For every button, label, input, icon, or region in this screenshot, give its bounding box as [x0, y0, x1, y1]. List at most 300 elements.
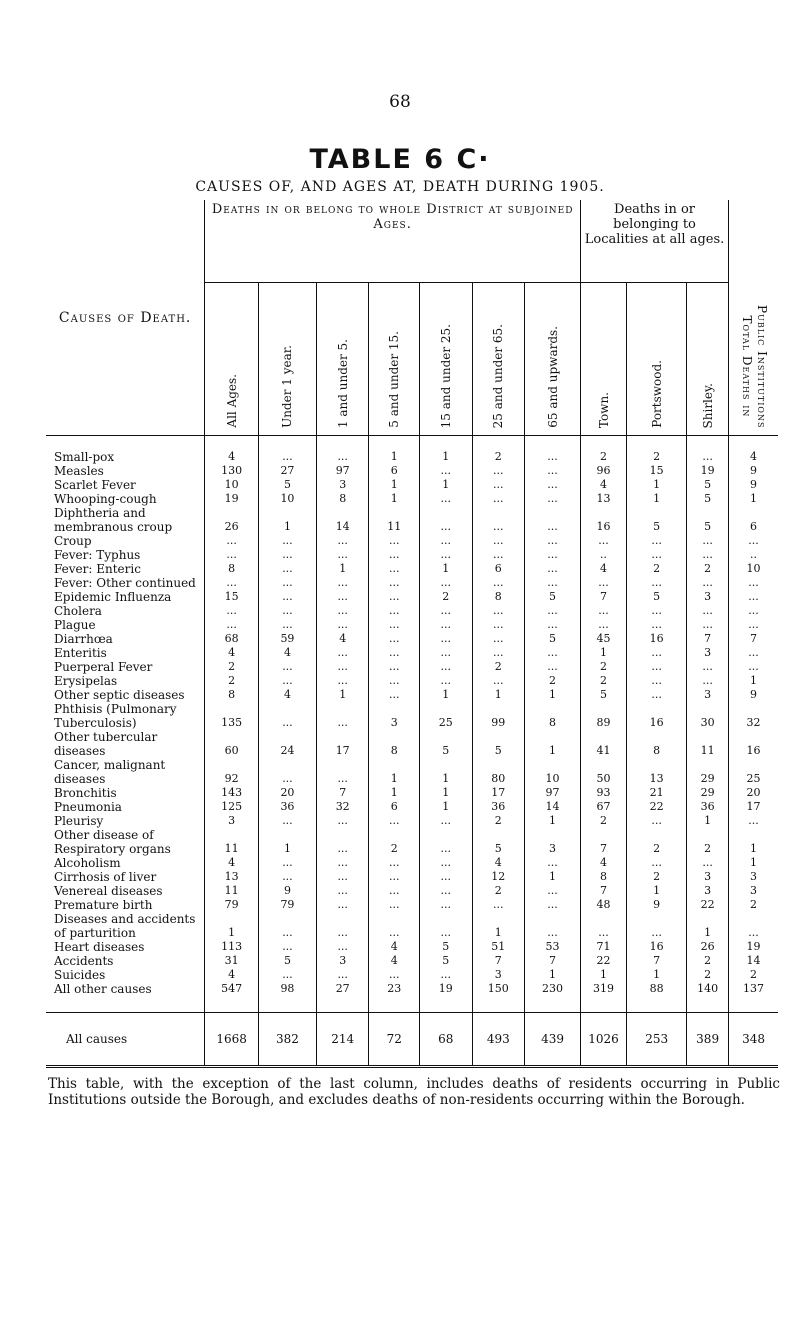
cell-value: 7 — [525, 954, 581, 968]
cell-value: ... — [369, 912, 419, 940]
cell-value: 3 — [687, 884, 729, 898]
cell-value: ... — [472, 464, 525, 478]
cell-value: 11 — [205, 884, 259, 898]
cell-value: ... — [419, 646, 472, 660]
cell-value: ... — [369, 870, 419, 884]
table-row — [46, 646, 778, 660]
cell-value: ... — [729, 912, 778, 940]
cell-value: 96 — [580, 464, 626, 478]
cell-value: ... — [258, 604, 316, 618]
cell-value: ... — [205, 618, 259, 632]
cell-value: 4 — [580, 562, 626, 576]
cell-value: 1 — [525, 730, 581, 758]
cell-value: ... — [258, 912, 316, 940]
cell-value: 1 — [419, 562, 472, 576]
cell-value: 2 — [627, 450, 687, 464]
cell-value: 23 — [369, 982, 419, 996]
cell-value: 1 — [525, 814, 581, 828]
cell-value: 19 — [205, 492, 259, 506]
cell-value: 16 — [580, 506, 626, 534]
cell-value: 1 — [316, 562, 369, 576]
cause-label: Suicides — [54, 968, 106, 982]
cell-value: 67 — [580, 800, 626, 814]
cell-value: 1 — [258, 506, 316, 534]
table-row — [46, 884, 778, 898]
cell-value: ... — [258, 534, 316, 548]
cell-value: ... — [472, 674, 525, 688]
cell-value: ... — [525, 884, 581, 898]
table-row — [46, 688, 778, 702]
cell-value: .. — [729, 548, 778, 562]
cell-value: 17 — [316, 730, 369, 758]
cell-value: 2 — [472, 450, 525, 464]
cause-label: Fever: Typhus — [54, 548, 141, 562]
cell-value: ... — [525, 646, 581, 660]
cell-value: ... — [258, 968, 316, 982]
cell-value: 32 — [729, 702, 778, 730]
cell-value: 5 — [687, 506, 729, 534]
cell-value: ... — [419, 632, 472, 646]
cell-value: ... — [580, 604, 626, 618]
cause-label: Premature birth — [54, 898, 153, 912]
cell-value: 5 — [419, 940, 472, 954]
cell-value: 8 — [627, 730, 687, 758]
cause-label: Bronchitis — [54, 786, 117, 800]
cell-value: ... — [258, 548, 316, 562]
cell-value: ... — [729, 590, 778, 604]
cell-value: 36 — [258, 800, 316, 814]
cell-value: 1 — [525, 870, 581, 884]
cell-value: ... — [525, 576, 581, 590]
cell-value: ... — [627, 660, 687, 674]
cell-value: ... — [369, 856, 419, 870]
cell-value: ... — [525, 660, 581, 674]
cell-value: ... — [258, 856, 316, 870]
cell-value: 2 — [687, 828, 729, 856]
cell-value: ... — [258, 758, 316, 786]
cell-value: 88 — [627, 982, 687, 996]
cause-label: Puerperal Fever — [54, 660, 153, 674]
table-row — [46, 702, 778, 730]
table-row — [46, 492, 778, 506]
cell-value: ... — [316, 940, 369, 954]
cell-value: 7 — [580, 884, 626, 898]
cell-value: 5 — [525, 632, 581, 646]
cell-value: 3 — [687, 590, 729, 604]
cell-value: ... — [316, 912, 369, 940]
cell-value: ... — [729, 618, 778, 632]
cell-value: 1 — [687, 814, 729, 828]
cause-label: Heart diseases — [54, 940, 145, 954]
cell-value: 14 — [729, 954, 778, 968]
cell-value: ... — [369, 674, 419, 688]
cause-label: Enteritis — [54, 646, 107, 660]
cell-value: 319 — [580, 982, 626, 996]
cell-value: 4 — [369, 954, 419, 968]
cell-value: 27 — [258, 464, 316, 478]
cell-value: 9 — [258, 884, 316, 898]
cell-value: ... — [316, 534, 369, 548]
cell-value: ... — [627, 604, 687, 618]
cell-value: ... — [316, 646, 369, 660]
cell-value: 493 — [472, 1013, 525, 1067]
cell-value: ... — [687, 450, 729, 464]
table-row — [46, 506, 778, 534]
cell-value: 1 — [627, 492, 687, 506]
cause-label: Erysipelas — [54, 674, 118, 688]
cell-value: 1 — [369, 478, 419, 492]
cell-value: ... — [525, 534, 581, 548]
col-1-to-5: 1 and under 5. — [316, 283, 369, 436]
table-row — [46, 954, 778, 968]
ages-group-header: Deaths in or belong to whole District at subjoined Ages. — [205, 200, 581, 283]
table-row — [46, 786, 778, 800]
cell-value: 1026 — [580, 1013, 626, 1067]
cell-value: ... — [369, 660, 419, 674]
cause-label: Fever: Enteric — [54, 562, 141, 576]
col-15-to-25: 15 and under 25. — [419, 283, 472, 436]
cell-value: ... — [419, 534, 472, 548]
table-row — [46, 870, 778, 884]
cell-value: 1 — [419, 786, 472, 800]
cell-value: ... — [472, 492, 525, 506]
cell-value: 2 — [580, 674, 626, 688]
cell-value: ... — [316, 604, 369, 618]
cell-value: 3 — [316, 954, 369, 968]
cause-label: Plague — [54, 618, 96, 632]
cell-value: 24 — [258, 730, 316, 758]
cell-value: 1 — [525, 968, 581, 982]
cell-value: 2 — [627, 870, 687, 884]
cell-value: 1 — [419, 758, 472, 786]
totals-row — [46, 1013, 778, 1067]
cell-value: 16 — [627, 632, 687, 646]
cell-value: 5 — [627, 506, 687, 534]
cell-value: 9 — [729, 478, 778, 492]
cell-value: 3 — [472, 968, 525, 982]
cell-value: 3 — [729, 884, 778, 898]
table-row — [46, 940, 778, 954]
cell-value: ... — [369, 632, 419, 646]
cell-value: 135 — [205, 702, 259, 730]
cause-label: Epidemic Influenza — [54, 590, 172, 604]
cell-value: 7 — [627, 954, 687, 968]
cell-value: 80 — [472, 758, 525, 786]
cell-value: 36 — [687, 800, 729, 814]
cell-value: 11 — [687, 730, 729, 758]
cell-value: 5 — [258, 478, 316, 492]
cell-value: 89 — [580, 702, 626, 730]
cause-label: Diarrhœa — [54, 632, 113, 646]
cell-value: 8 — [205, 562, 259, 576]
cell-value: 53 — [525, 940, 581, 954]
cell-value: ... — [525, 464, 581, 478]
table-row — [46, 912, 778, 940]
cause-label: Whooping-cough — [54, 492, 157, 506]
cell-value: ... — [258, 702, 316, 730]
cell-value: ... — [316, 968, 369, 982]
cell-value: 22 — [687, 898, 729, 912]
cell-value: 1 — [419, 478, 472, 492]
cell-value: 2 — [525, 674, 581, 688]
cell-value: 22 — [580, 954, 626, 968]
table-title: TABLE 6 C· — [309, 144, 491, 175]
cell-value: 8 — [205, 688, 259, 702]
cell-value: 439 — [525, 1013, 581, 1067]
table-row — [46, 534, 778, 548]
cell-value: 1 — [472, 688, 525, 702]
cell-value: 1 — [419, 450, 472, 464]
cell-value: 5 — [472, 730, 525, 758]
mortality-table — [46, 200, 778, 1068]
cell-value: ... — [258, 618, 316, 632]
cell-value: ... — [316, 856, 369, 870]
cause-label: Other septic diseases — [54, 688, 185, 702]
cause-label: Other tubercular diseases — [54, 730, 158, 758]
cell-value: 5 — [627, 590, 687, 604]
table-row — [46, 450, 778, 464]
cell-value: 4 — [316, 632, 369, 646]
cell-value: ... — [525, 506, 581, 534]
cell-value: 1 — [472, 912, 525, 940]
cell-value: ... — [419, 464, 472, 478]
cell-value: ... — [687, 618, 729, 632]
cause-label: All causes — [46, 1013, 205, 1067]
cell-value: ... — [419, 814, 472, 828]
cell-value: ... — [419, 674, 472, 688]
cell-value: 5 — [580, 688, 626, 702]
cell-value: 30 — [687, 702, 729, 730]
cell-value: ... — [419, 576, 472, 590]
cell-value: ... — [419, 912, 472, 940]
cell-value: 6 — [472, 562, 525, 576]
cell-value: 59 — [258, 632, 316, 646]
cell-value: 2 — [687, 968, 729, 982]
cell-value: 19 — [419, 982, 472, 996]
col-5-to-15: 5 and under 15. — [369, 283, 419, 436]
cell-value: ... — [258, 590, 316, 604]
cell-value: 9 — [729, 464, 778, 478]
cell-value: 10 — [525, 758, 581, 786]
cell-value: 1 — [258, 828, 316, 856]
cell-value: 51 — [472, 940, 525, 954]
cell-value: 26 — [205, 506, 259, 534]
cell-value: .. — [580, 548, 626, 562]
col-under-1: Under 1 year. — [258, 283, 316, 436]
cell-value: ... — [205, 534, 259, 548]
col-shirley: Shirley. — [687, 283, 729, 436]
cell-value: 230 — [525, 982, 581, 996]
cell-value: 9 — [627, 898, 687, 912]
cell-value: 4 — [580, 478, 626, 492]
cell-value: ... — [316, 618, 369, 632]
cell-value: 4 — [472, 856, 525, 870]
cause-label: Diphtheria and membranous croup — [54, 506, 173, 534]
cell-value: ... — [687, 674, 729, 688]
cell-value: 2 — [472, 660, 525, 674]
cell-value: ... — [258, 814, 316, 828]
cell-value: 99 — [472, 702, 525, 730]
cell-value: 1 — [369, 786, 419, 800]
cell-value: 29 — [687, 758, 729, 786]
cell-value: 14 — [316, 506, 369, 534]
col-portswood: Portswood. — [627, 283, 687, 436]
cell-value: 19 — [729, 940, 778, 954]
cell-value: 6 — [369, 464, 419, 478]
cell-value: ... — [729, 646, 778, 660]
cell-value: 2 — [472, 814, 525, 828]
cause-label: Accidents — [54, 954, 114, 968]
cause-label: Cancer, malignant diseases — [54, 758, 166, 786]
cell-value: ... — [369, 814, 419, 828]
cell-value: ... — [419, 856, 472, 870]
cell-value: ... — [316, 898, 369, 912]
cell-value: 4 — [205, 450, 259, 464]
cell-value: 6 — [729, 506, 778, 534]
cell-value: ... — [316, 576, 369, 590]
cell-value: ... — [525, 492, 581, 506]
cell-value: 1 — [729, 674, 778, 688]
table-row — [46, 730, 778, 758]
cell-value: ... — [687, 856, 729, 870]
cell-value: 13 — [205, 870, 259, 884]
cell-value: ... — [369, 898, 419, 912]
cell-value: ... — [316, 828, 369, 856]
cell-value: 125 — [205, 800, 259, 814]
cell-value: ... — [258, 660, 316, 674]
cell-value: 5 — [419, 954, 472, 968]
cell-value: 140 — [687, 982, 729, 996]
cell-value: ... — [472, 632, 525, 646]
table-row — [46, 982, 778, 996]
cell-value: 22 — [627, 800, 687, 814]
cell-value: 143 — [205, 786, 259, 800]
cell-value: 7 — [687, 632, 729, 646]
cell-value: 4 — [205, 646, 259, 660]
cell-value: ... — [472, 534, 525, 548]
cell-value: 29 — [687, 786, 729, 800]
cell-value: 1 — [419, 800, 472, 814]
cell-value: ... — [729, 660, 778, 674]
cell-value: 130 — [205, 464, 259, 478]
cell-value: 2 — [627, 828, 687, 856]
cell-value: 2 — [687, 954, 729, 968]
cell-value: 1 — [419, 688, 472, 702]
cell-value: ... — [729, 534, 778, 548]
cell-value: ... — [525, 604, 581, 618]
table-row — [46, 898, 778, 912]
cause-label: Other disease of Respiratory organs — [54, 828, 171, 856]
cell-value: ... — [316, 590, 369, 604]
table-row — [46, 618, 778, 632]
cell-value: 8 — [369, 730, 419, 758]
cell-value: ... — [369, 884, 419, 898]
cell-value: ... — [525, 618, 581, 632]
cell-value: 1 — [580, 968, 626, 982]
table-row — [46, 814, 778, 828]
cell-value: 68 — [419, 1013, 472, 1067]
cell-value: 7 — [580, 828, 626, 856]
cell-value: ... — [525, 912, 581, 940]
cell-value: 2 — [580, 814, 626, 828]
cell-value: 150 — [472, 982, 525, 996]
cell-value: 4 — [205, 856, 259, 870]
cell-value: 3 — [316, 478, 369, 492]
cell-value: 50 — [580, 758, 626, 786]
cell-value: 17 — [472, 786, 525, 800]
cell-value: 5 — [687, 478, 729, 492]
cell-value: 21 — [627, 786, 687, 800]
cell-value: 382 — [258, 1013, 316, 1067]
cell-value: ... — [627, 674, 687, 688]
cell-value: ... — [316, 450, 369, 464]
cell-value: ... — [580, 618, 626, 632]
cell-value: ... — [369, 688, 419, 702]
cell-value: 79 — [258, 898, 316, 912]
cell-value: 137 — [729, 982, 778, 996]
cell-value: ... — [316, 884, 369, 898]
cell-value: 1 — [369, 758, 419, 786]
cause-label: Alcoholism — [54, 856, 121, 870]
total-institutions-header: Total Deaths in Public Institutions — [729, 200, 778, 436]
cell-value: 8 — [472, 590, 525, 604]
table-row — [46, 856, 778, 870]
cell-value: ... — [525, 898, 581, 912]
cell-value: 41 — [580, 730, 626, 758]
cell-value: ... — [525, 856, 581, 870]
cell-value: ... — [627, 814, 687, 828]
cell-value: 1 — [627, 968, 687, 982]
cell-value: 1 — [729, 828, 778, 856]
cell-value: 25 — [419, 702, 472, 730]
cell-value: ... — [316, 758, 369, 786]
cause-label: Pneumonia — [54, 800, 122, 814]
cell-value: ... — [472, 898, 525, 912]
cell-value: 48 — [580, 898, 626, 912]
cell-value: ... — [419, 828, 472, 856]
table-row — [46, 478, 778, 492]
cell-value: 253 — [627, 1013, 687, 1067]
cell-value: 1 — [627, 478, 687, 492]
cell-value: ... — [419, 548, 472, 562]
table-row — [46, 674, 778, 688]
cell-value: 7 — [729, 632, 778, 646]
cell-value: 12 — [472, 870, 525, 884]
cell-value: ... — [419, 870, 472, 884]
cell-value: ... — [369, 562, 419, 576]
cell-value: 3 — [687, 646, 729, 660]
cell-value: ... — [258, 562, 316, 576]
cell-value: ... — [258, 870, 316, 884]
cell-value: 2 — [729, 898, 778, 912]
cell-value: 16 — [627, 702, 687, 730]
cell-value: ... — [687, 576, 729, 590]
cell-value: 1 — [687, 912, 729, 940]
cell-value: ... — [729, 576, 778, 590]
cause-label: Phthisis (Pulmonary Tuberculosis) — [54, 702, 177, 730]
cell-value: ... — [580, 534, 626, 548]
cell-value: ... — [258, 940, 316, 954]
cell-value: 4 — [205, 968, 259, 982]
cell-value: 2 — [580, 450, 626, 464]
cell-value: 1 — [627, 884, 687, 898]
cell-value: 2 — [687, 562, 729, 576]
cell-value: ... — [369, 604, 419, 618]
cell-value: ... — [419, 492, 472, 506]
cell-value: ... — [472, 478, 525, 492]
cell-value: 5 — [419, 730, 472, 758]
cause-label: Fever: Other continued — [54, 576, 196, 590]
